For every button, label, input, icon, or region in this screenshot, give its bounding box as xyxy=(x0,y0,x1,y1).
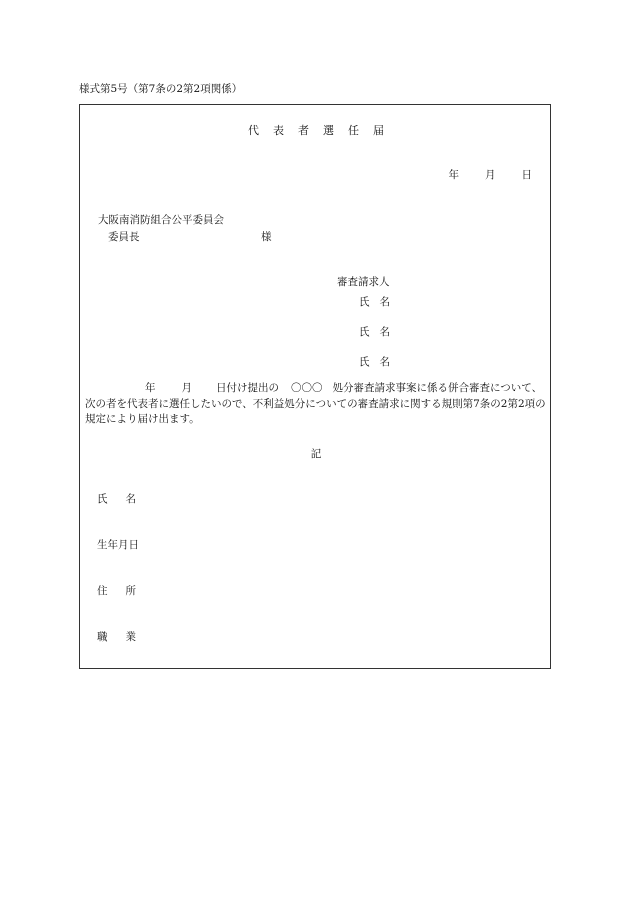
addressee-honorific: 様 xyxy=(261,231,272,243)
body-placeholder: 〇〇〇 xyxy=(291,382,323,394)
ki-heading: 記 xyxy=(310,448,322,460)
addressee-role: 委員長 xyxy=(108,231,140,243)
body-paragraph xyxy=(85,381,550,428)
date-day: 日 xyxy=(521,169,532,181)
field-name-label: 氏名 xyxy=(97,493,154,505)
body-month: 月 xyxy=(181,382,192,394)
addressee-org: 大阪南消防組合公平委員会 xyxy=(98,214,224,226)
body-part1: 日付け提出の xyxy=(216,382,279,394)
date-month: 月 xyxy=(485,169,496,181)
body-year: 年 xyxy=(145,382,156,394)
requester-name-2: 氏名 xyxy=(359,326,400,338)
requester-name-3: 氏名 xyxy=(359,356,400,368)
date-year: 年 xyxy=(448,169,459,181)
form-frame xyxy=(79,104,551,669)
document-title: 代表者選任届 xyxy=(248,124,398,137)
body-part2: 処分審査請求事案に係る併合審査について、次の者を代表者に選任したいので、不利益処分についての審査請求に関する規則第7条の2第2項の規定により届け出ます。 xyxy=(85,382,546,425)
form-reference: 様式第5号（第7条の2第2項関係） xyxy=(79,83,243,95)
field-birthdate-label: 生年月日 xyxy=(97,539,139,551)
requester-label: 審査請求人 xyxy=(337,276,390,288)
date-row xyxy=(449,167,533,182)
field-occupation-label: 職業 xyxy=(97,631,154,643)
field-address-label: 住所 xyxy=(97,585,154,597)
requester-name-1: 氏名 xyxy=(359,296,400,308)
